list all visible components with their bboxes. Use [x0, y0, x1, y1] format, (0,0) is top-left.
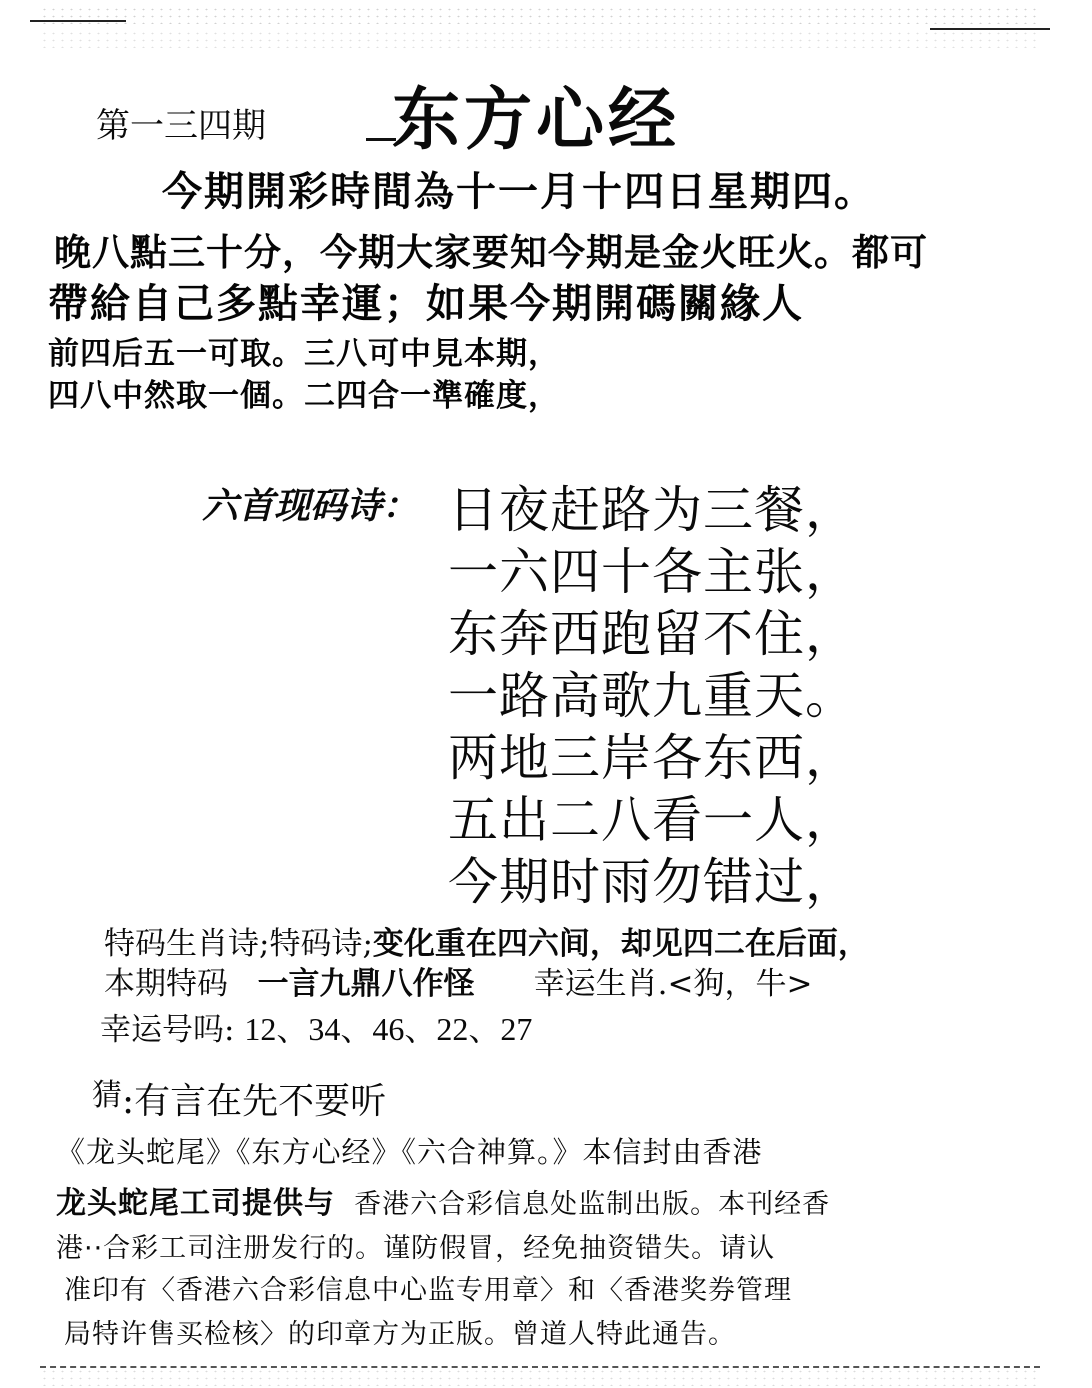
lucky-numbers-value: 12、34、46、22、27 [244, 1011, 533, 1047]
poem-label: 六首现码诗： [202, 485, 419, 527]
intro-line-5: 四八中然取一個。二四合一準確度， [48, 378, 560, 414]
footer-line-2-rest: 香港六合彩信息处监制出版。本刊经香 [354, 1189, 831, 1220]
page-title: 东方心经 [392, 81, 681, 160]
issue-number: 第一三四期 [96, 108, 266, 145]
zodiac-poem-row [104, 918, 869, 963]
top-scan-noise-2 [40, 30, 1040, 48]
top-right-rule [930, 28, 1050, 30]
footer-line-5: 局特许售买检核〉的印章方为正版。曾道人特此通告。 [64, 1319, 736, 1350]
poem-line-2: 一六四十各主张， [448, 543, 856, 601]
lucky-zodiac-label: 幸运生肖. [533, 966, 668, 1002]
lucky-zodiac-value: <狗，牛> [667, 966, 813, 1002]
issue-code-text: 一言九鼎八作怪 [257, 966, 475, 1002]
footer-company: 龙头蛇尾工司提供与 [56, 1186, 335, 1221]
intro-line-1: 今期開彩時間為十一月十四日星期四。 [162, 169, 876, 215]
poem-line-6: 五出二八看一人， [448, 791, 856, 849]
footer-line-4: 准印有〈香港六合彩信息中心监专用章〉和〈香港奖券管理 [64, 1275, 792, 1306]
intro-line-4: 前四后五一可取。三八可中見本期， [48, 336, 560, 372]
footer-line-1: 《龙头蛇尾》《东方心经》《六合神算。》本信封由香港 [56, 1135, 763, 1169]
footer-line-3: 港··合彩工司注册发行的。谨防假冒，经免抽资错失。请认 [56, 1233, 776, 1264]
poem-line-5: 两地三岸各东西， [448, 729, 856, 787]
footer-line-2 [56, 1178, 830, 1222]
poem-line-1: 日夜赶路为三餐， [448, 481, 856, 539]
zodiac-poem-label: 特码生肖诗;特码诗; [104, 926, 373, 962]
intro-line-2: 晚八點三十分，今期大家要知今期是金火旺火。都可 [54, 231, 928, 274]
lucky-numbers-label: 幸运号吗: [100, 1012, 235, 1048]
guess-label: 猜 [92, 1078, 122, 1113]
bottom-scan-noise [40, 1368, 1040, 1386]
poem-line-4: 一路高歌九重天。 [448, 667, 856, 725]
issue-code-label: 本期特码 [104, 966, 228, 1002]
top-scan-noise [40, 6, 1040, 24]
poem-line-3: 东奔西跑留不住， [448, 605, 856, 663]
guess-text: :有言在先不要听 [122, 1081, 387, 1122]
intro-line-3: 帶給自己多點幸運；如果今期開碼關緣人 [48, 281, 804, 327]
guess-row [92, 1070, 386, 1124]
zodiac-poem-text: 变化重在四六间，却见四二在后面， [372, 926, 869, 962]
poem-line-7: 今期时雨勿错过， [448, 853, 856, 911]
lucky-numbers-row [100, 1004, 532, 1050]
issue-code-row [104, 958, 813, 1003]
